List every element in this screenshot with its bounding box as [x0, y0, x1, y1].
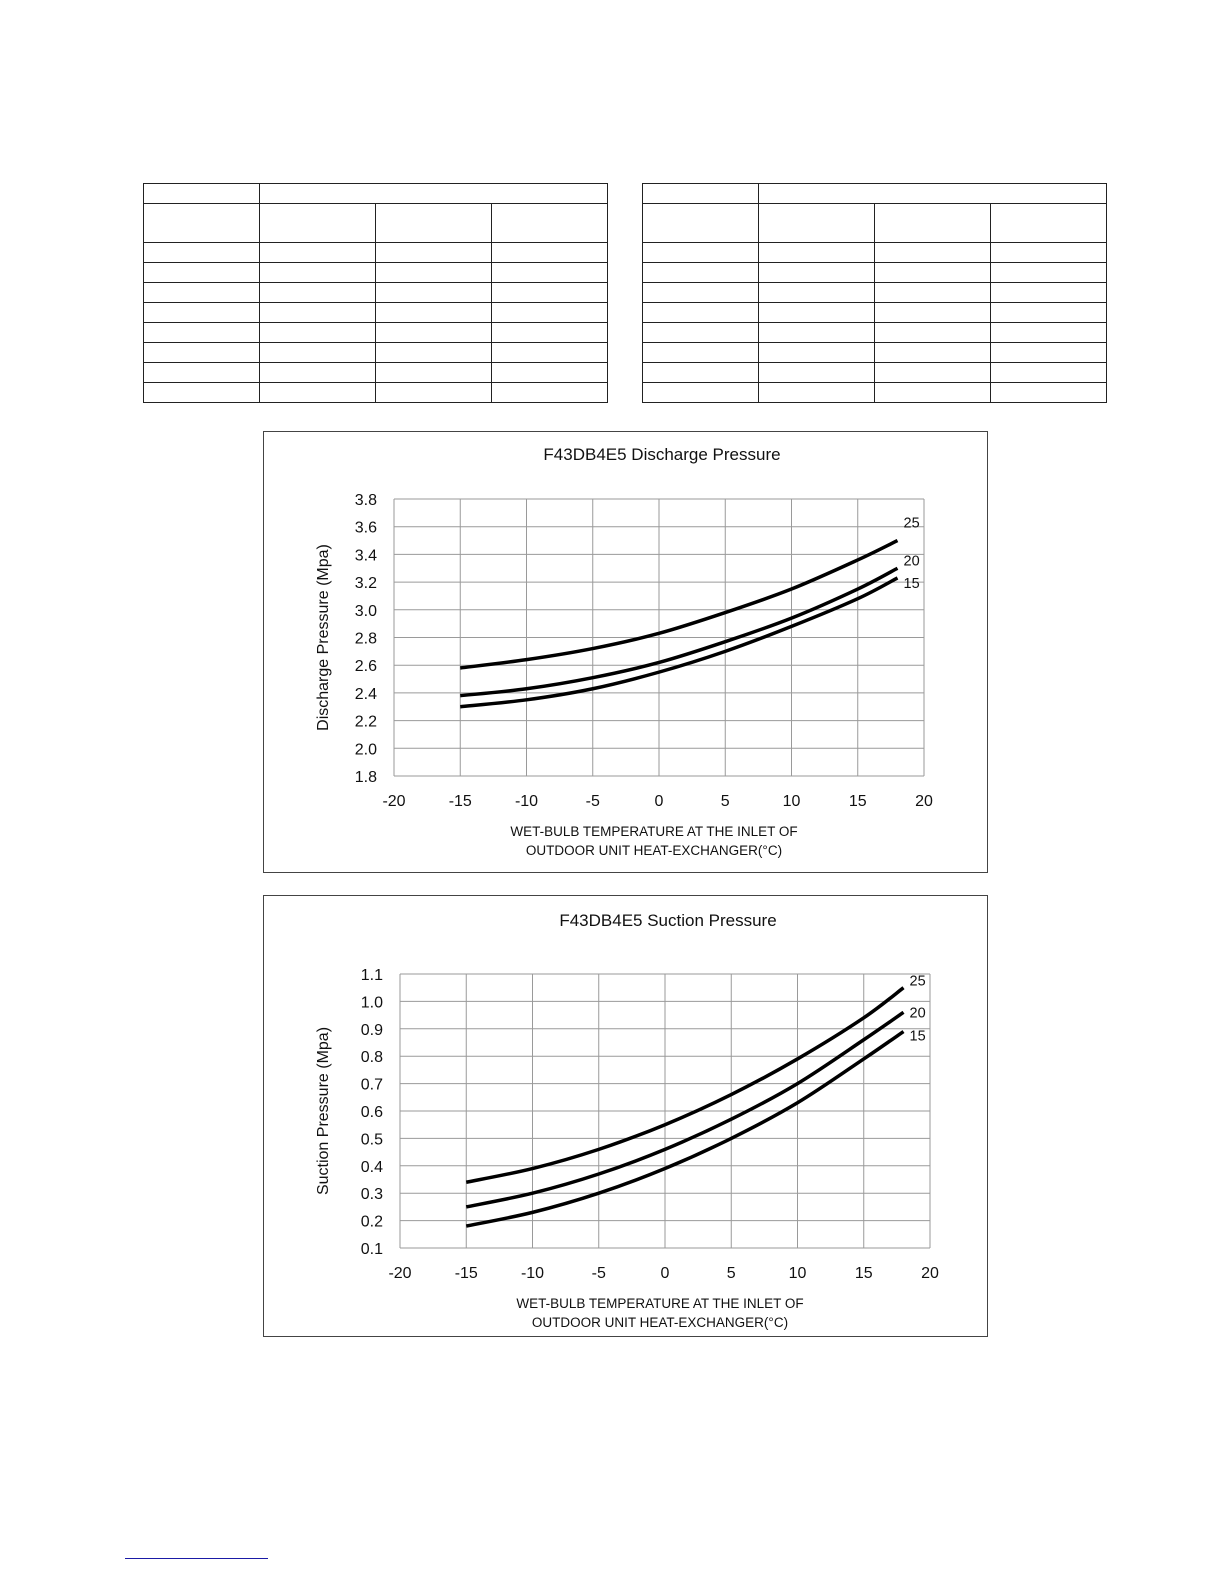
table-cell [492, 263, 608, 283]
table-cell [492, 343, 608, 363]
table-cell [759, 204, 875, 243]
table-cell [144, 343, 260, 363]
table-cell [643, 283, 759, 303]
table-cell [875, 204, 991, 243]
x-tick-label: 5 [726, 1265, 736, 1282]
y-tick-label: 0.2 [360, 1213, 383, 1231]
table-cell [991, 204, 1107, 243]
table-cell [991, 303, 1107, 323]
series-label-25: 25 [903, 515, 920, 532]
table-row [144, 383, 608, 403]
table-cell [991, 283, 1107, 303]
series-label-20: 20 [909, 1005, 926, 1022]
discharge-pressure-plot [264, 432, 989, 874]
table-cell [759, 263, 875, 283]
table-cell [759, 243, 875, 263]
table-cell [260, 363, 376, 383]
table-cell [875, 323, 991, 343]
suction-pressure-chart [263, 895, 988, 1337]
x-axis-label: OUTDOOR UNIT HEAT-EXCHANGER(°C) [531, 1315, 789, 1330]
table-cell [759, 343, 875, 363]
table-cell [492, 283, 608, 303]
series-line-25 [466, 988, 903, 1183]
table-cell [643, 263, 759, 283]
table-cell [991, 243, 1107, 263]
x-tick-label: 20 [915, 793, 933, 810]
table-cell [376, 204, 492, 243]
table-cell [260, 184, 608, 204]
table-row [144, 363, 608, 383]
table-cell [643, 204, 759, 243]
table-cell [643, 383, 759, 403]
y-tick-label: 2.0 [354, 741, 377, 759]
x-axis-label: WET-BULB TEMPERATURE AT THE INLET OF [516, 1296, 804, 1311]
table-cell [875, 243, 991, 263]
series-line-20 [466, 1012, 903, 1207]
y-tick-label: 3.6 [354, 519, 377, 537]
table-cell [260, 283, 376, 303]
table-row [643, 263, 1107, 283]
table-cell [376, 343, 492, 363]
y-tick-label: 3.0 [354, 602, 377, 620]
y-tick-label: 2.6 [354, 658, 377, 676]
y-tick-label: 2.8 [354, 630, 377, 648]
y-tick-label: 2.4 [354, 685, 377, 703]
table-cell [759, 383, 875, 403]
table-cell [643, 303, 759, 323]
y-tick-label: 0.9 [360, 1021, 383, 1039]
table-cell [260, 243, 376, 263]
table-cell [144, 243, 260, 263]
x-tick-label: -10 [520, 1265, 545, 1282]
table-cell [759, 184, 1107, 204]
x-tick-label: 15 [854, 1265, 873, 1282]
table-row [643, 323, 1107, 343]
table-cell [875, 363, 991, 383]
table-cell [260, 204, 376, 243]
table-cell [376, 363, 492, 383]
table-row [144, 243, 608, 263]
empty-table-left [143, 183, 608, 403]
series-line-20 [460, 568, 897, 695]
table-cell [144, 204, 260, 243]
table-cell [144, 383, 260, 403]
suction-pressure-plot [264, 896, 989, 1338]
table-cell [376, 303, 492, 323]
x-axis-label: WET-BULB TEMPERATURE AT THE INLET OF [510, 824, 798, 839]
table-cell [260, 323, 376, 343]
table-cell [376, 323, 492, 343]
y-tick-label: 0.3 [360, 1186, 383, 1204]
table-cell [144, 303, 260, 323]
table-cell [376, 283, 492, 303]
series-label-15: 15 [909, 1028, 926, 1045]
table-row [144, 323, 608, 343]
table-cell [875, 343, 991, 363]
table-cell [260, 263, 376, 283]
table-cell [492, 204, 608, 243]
table-row [643, 243, 1107, 263]
table-cell [643, 184, 759, 204]
y-tick-label: 0.8 [360, 1049, 383, 1067]
table-cell [991, 343, 1107, 363]
series-line-25 [460, 541, 897, 668]
table-cell [144, 263, 260, 283]
table-cell [376, 383, 492, 403]
series-label-25: 25 [909, 973, 926, 990]
y-tick-label: 0.1 [360, 1241, 383, 1258]
table-row [144, 263, 608, 283]
table-cell [875, 263, 991, 283]
table-cell [260, 303, 376, 323]
table-cell [991, 363, 1107, 383]
x-tick-label: -15 [454, 1265, 478, 1282]
series-label-20: 20 [903, 553, 920, 570]
x-tick-label: -15 [448, 793, 472, 810]
table-row [643, 184, 1107, 204]
x-tick-label: 15 [848, 793, 867, 810]
table-cell [875, 303, 991, 323]
x-tick-label: -10 [514, 793, 539, 810]
y-tick-label: 0.6 [360, 1104, 383, 1121]
series-line-15 [466, 1032, 903, 1227]
x-tick-label: -5 [591, 1265, 606, 1282]
table-row [643, 303, 1107, 323]
x-tick-label: -20 [382, 793, 406, 810]
table-row [144, 184, 608, 204]
y-tick-label: 2.2 [354, 713, 377, 731]
table-cell [643, 363, 759, 383]
table-row [643, 343, 1107, 363]
x-tick-label: -20 [388, 1265, 412, 1282]
y-axis-label: Suction Pressure (Mpa) [315, 1026, 332, 1196]
y-tick-label: 3.8 [354, 492, 377, 509]
x-tick-label: 10 [788, 1265, 807, 1282]
table-cell [492, 383, 608, 403]
table-cell [991, 383, 1107, 403]
table-cell [759, 303, 875, 323]
x-tick-label: -5 [585, 793, 600, 810]
y-tick-label: 3.4 [354, 547, 377, 565]
x-tick-label: 5 [720, 793, 730, 810]
table-cell [144, 184, 260, 204]
table-cell [144, 323, 260, 343]
series-label-15: 15 [903, 575, 920, 592]
y-axis-label: Discharge Pressure (Mpa) [315, 544, 332, 731]
x-tick-label: 10 [782, 793, 801, 810]
table-row [643, 283, 1107, 303]
x-tick-label: 0 [660, 1265, 670, 1282]
y-tick-label: 0.5 [360, 1131, 383, 1149]
table-cell [759, 363, 875, 383]
table-cell [492, 243, 608, 263]
table-row [144, 283, 608, 303]
table-row [144, 204, 608, 243]
table-row [643, 383, 1107, 403]
y-tick-label: 0.4 [360, 1158, 383, 1176]
table-cell [144, 363, 260, 383]
empty-table-right [642, 183, 1107, 403]
table-row [643, 363, 1107, 383]
chart-title: F43DB4E5 Suction Pressure [559, 911, 777, 930]
y-tick-label: 0.7 [360, 1076, 383, 1094]
y-tick-label: 1.8 [354, 769, 377, 786]
x-axis-label: OUTDOOR UNIT HEAT-EXCHANGER(°C) [525, 843, 783, 858]
y-tick-label: 1.0 [360, 994, 383, 1012]
table-cell [759, 283, 875, 303]
table-cell [991, 323, 1107, 343]
y-tick-label: 3.2 [354, 575, 377, 593]
table-cell [260, 383, 376, 403]
x-tick-label: 20 [921, 1265, 939, 1282]
y-tick-label: 1.1 [360, 967, 383, 984]
table-cell [492, 363, 608, 383]
table-cell [643, 243, 759, 263]
table-row [144, 303, 608, 323]
table-cell [875, 283, 991, 303]
table-cell [991, 263, 1107, 283]
table-cell [376, 243, 492, 263]
chart-title: F43DB4E5 Discharge Pressure [543, 445, 781, 464]
table-cell [759, 323, 875, 343]
table-cell [492, 303, 608, 323]
table-row [643, 204, 1107, 243]
table-cell [376, 263, 492, 283]
table-cell [643, 323, 759, 343]
footnote-separator [125, 1558, 268, 1559]
discharge-pressure-chart [263, 431, 988, 873]
table-cell [643, 343, 759, 363]
x-tick-label: 0 [654, 793, 664, 810]
table-row [144, 343, 608, 363]
table-cell [144, 283, 260, 303]
table-cell [260, 343, 376, 363]
table-cell [875, 383, 991, 403]
table-cell [492, 323, 608, 343]
